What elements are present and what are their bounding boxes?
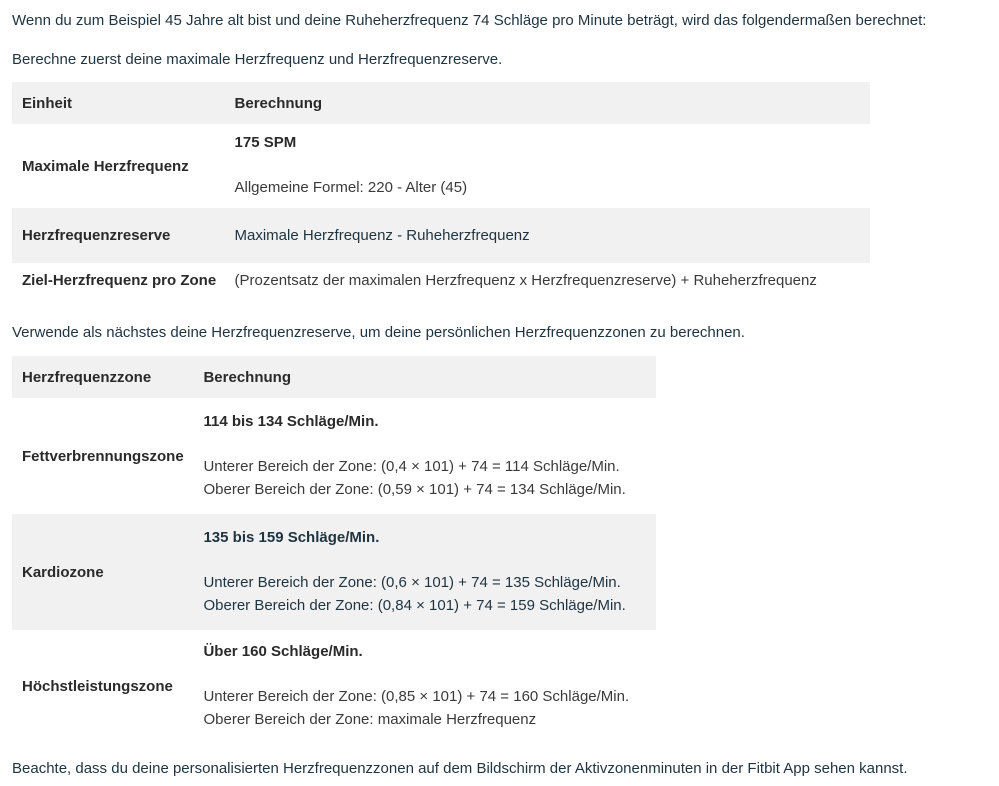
column-header-calculation: Berechnung xyxy=(234,94,323,112)
row-value-max-hr xyxy=(235,124,870,208)
table-row xyxy=(12,208,870,263)
table-header-row xyxy=(12,82,870,124)
row-value-target-hr: (Prozentsatz der maximalen Herzfrequenz x Herzfrequenzreserve) + Ruheherzfrequenz xyxy=(234,271,817,289)
zone-upper-bound: Oberer Bereich der Zone: (0,59 × 101) + 74 = 134 Schläge/Min. xyxy=(203,480,626,498)
heart-rate-zones-table xyxy=(12,356,656,742)
table-row xyxy=(12,630,656,742)
zone-calc-fat-burn xyxy=(203,398,656,514)
zone-lower-bound: Unterer Bereich der Zone: (0,4 × 101) + 74 = 114 Schläge/Min. xyxy=(203,457,620,475)
table-row xyxy=(12,263,870,297)
zone-calc-cardio xyxy=(203,514,656,630)
row-label-target-hr: Ziel-Herzfrequenz pro Zone xyxy=(22,271,217,289)
intro-paragraph: Wenn du zum Beispiel 45 Jahre alt bist und deine Ruheherzfrequenz 74 Schläge pro Minute beträgt, wird das folgendermaßen berechnet: xyxy=(12,12,927,29)
step1-paragraph: Berechne zuerst deine maximale Herzfrequenz und Herzfrequenzreserve. xyxy=(12,51,503,68)
table-row xyxy=(12,514,656,630)
step2-paragraph: Verwende als nächstes deine Herzfrequenzreserve, um deine persönlichen Herzfrequenzzonen zu berechnen. xyxy=(12,324,745,341)
row-value-hr-reserve: Maximale Herzfrequenz - Ruheherzfrequenz xyxy=(234,227,530,244)
row-label-max-hr: Maximale Herzfrequenz xyxy=(22,157,189,175)
zone-range: 135 bis 159 Schläge/Min. xyxy=(203,528,380,546)
table-header-row xyxy=(12,356,656,398)
max-heart-rate-table xyxy=(12,82,870,297)
note-paragraph: Beachte, dass du deine personalisierten Herzfrequenzzonen auf dem Bildschirm der Aktivzonenminuten in der Fitbit App sehen kannst. xyxy=(12,760,908,777)
zone-lower-bound: Unterer Bereich der Zone: (0,85 × 101) + 74 = 160 Schläge/Min. xyxy=(203,687,630,705)
row-label-hr-reserve: Herzfrequenzreserve xyxy=(22,227,171,244)
zone-range: 114 bis 134 Schläge/Min. xyxy=(203,412,379,430)
zone-label-cardio: Kardiozone xyxy=(22,563,104,581)
zone-label-fat-burn: Fettverbrennungszone xyxy=(22,447,184,465)
table-row xyxy=(12,124,870,208)
column-header-unit: Einheit xyxy=(22,94,73,112)
max-hr-value: 175 SPM xyxy=(234,134,297,151)
table-row xyxy=(12,398,656,514)
zone-upper-bound: Oberer Bereich der Zone: maximale Herzfrequenz xyxy=(203,710,537,728)
zone-label-peak: Höchstleistungszone xyxy=(22,677,173,695)
max-hr-formula: Allgemeine Formel: 220 - Alter (45) xyxy=(234,179,468,196)
zone-upper-bound: Oberer Bereich der Zone: (0,84 × 101) + 74 = 159 Schläge/Min. xyxy=(203,596,626,614)
zone-calc-peak xyxy=(203,630,656,742)
column-header-calculation: Berechnung xyxy=(203,368,291,386)
zone-lower-bound: Unterer Bereich der Zone: (0,6 × 101) + 74 = 135 Schläge/Min. xyxy=(203,573,621,591)
zone-range: Über 160 Schläge/Min. xyxy=(203,642,363,660)
column-header-zone: Herzfrequenzzone xyxy=(22,368,152,386)
